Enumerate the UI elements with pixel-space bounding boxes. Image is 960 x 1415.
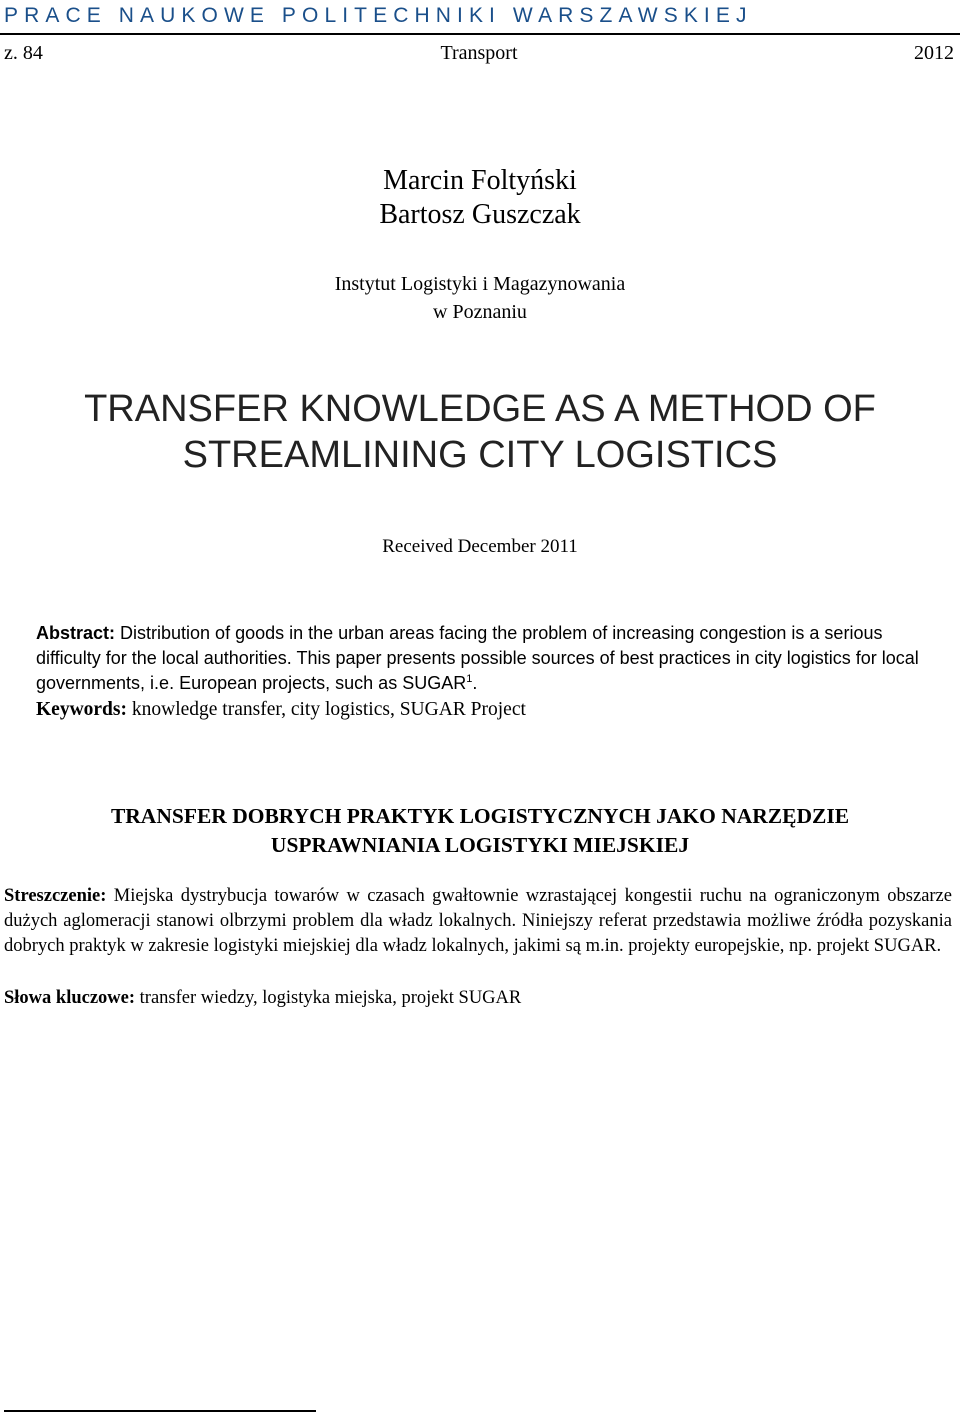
abstract-label: Streszczenie:	[4, 886, 107, 906]
abstract-polish	[4, 884, 952, 959]
affiliation-line: Instytut Logistyki i Magazynowania	[334, 273, 626, 295]
paper-title-english	[0, 386, 960, 478]
title-line: STREAMLINING CITY LOGISTICS	[182, 434, 778, 476]
received-date: Received December 2011	[382, 536, 578, 557]
keywords-text: transfer wiedzy, logistyka miejska, projekt SUGAR	[135, 988, 522, 1008]
title-line: TRANSFER KNOWLEDGE AS A METHOD OF	[84, 388, 876, 430]
keywords-english	[36, 697, 926, 723]
authors	[0, 164, 960, 232]
abstract-text: Miejska dystrybucja towarów w czasach gwałtownie wzrastającej kongestii ruchu na ograniczonym obszarze dużych aglomeracji stanowi olbrzymi problem dla władz lokalnych. Niniejszy referat przedstawia możliwe źródła pozyskania dobrych praktyk w zakresie logistyki miejskiej dla władz lokalnych, jakimi są m.in. projekty europejskie, np. projekt SUGAR.	[4, 886, 952, 956]
keywords-text: knowledge transfer, city logistics, SUGAR Project	[127, 699, 526, 720]
keywords-label: Słowa kluczowe:	[4, 988, 136, 1008]
issue-series: Transport	[440, 42, 518, 64]
affiliation-line: w Poznaniu	[433, 301, 527, 323]
paper-title-polish	[0, 802, 960, 860]
abstract-english	[36, 621, 926, 696]
footnote-mark[interactable]: 1	[466, 673, 473, 685]
issue-year: 2012	[914, 42, 954, 64]
author-name: Marcin Foltyński	[383, 165, 577, 196]
abstract-label: Abstract:	[36, 623, 116, 643]
title-line: TRANSFER DOBRYCH PRAKTYK LOGISTYCZNYCH JAKO NARZĘDZIE	[110, 804, 850, 828]
issue-number: z. 84	[4, 42, 43, 64]
abstract-text: Distribution of goods in the urban areas facing the problem of increasing congestion is a serious difficulty for the local authorities. This paper presents possible sources of best practices in city logistics for local governments, i.e. European projects, such as SUGAR	[36, 623, 919, 693]
affiliation	[0, 270, 960, 326]
abstract-end: .	[472, 673, 478, 693]
footnote-separator	[4, 1410, 316, 1412]
author-name: Bartosz Guszczak	[379, 199, 581, 230]
title-line: USPRAWNIANIA LOGISTYKI MIEJSKIEJ	[270, 833, 690, 857]
journal-running-head: PRACE NAUKOWE POLITECHNIKI WARSZAWSKIEJ	[4, 4, 753, 27]
header-rule	[0, 33, 960, 35]
issue-line	[4, 39, 954, 67]
keywords-label: Keywords:	[36, 699, 127, 720]
keywords-polish	[4, 985, 952, 1011]
